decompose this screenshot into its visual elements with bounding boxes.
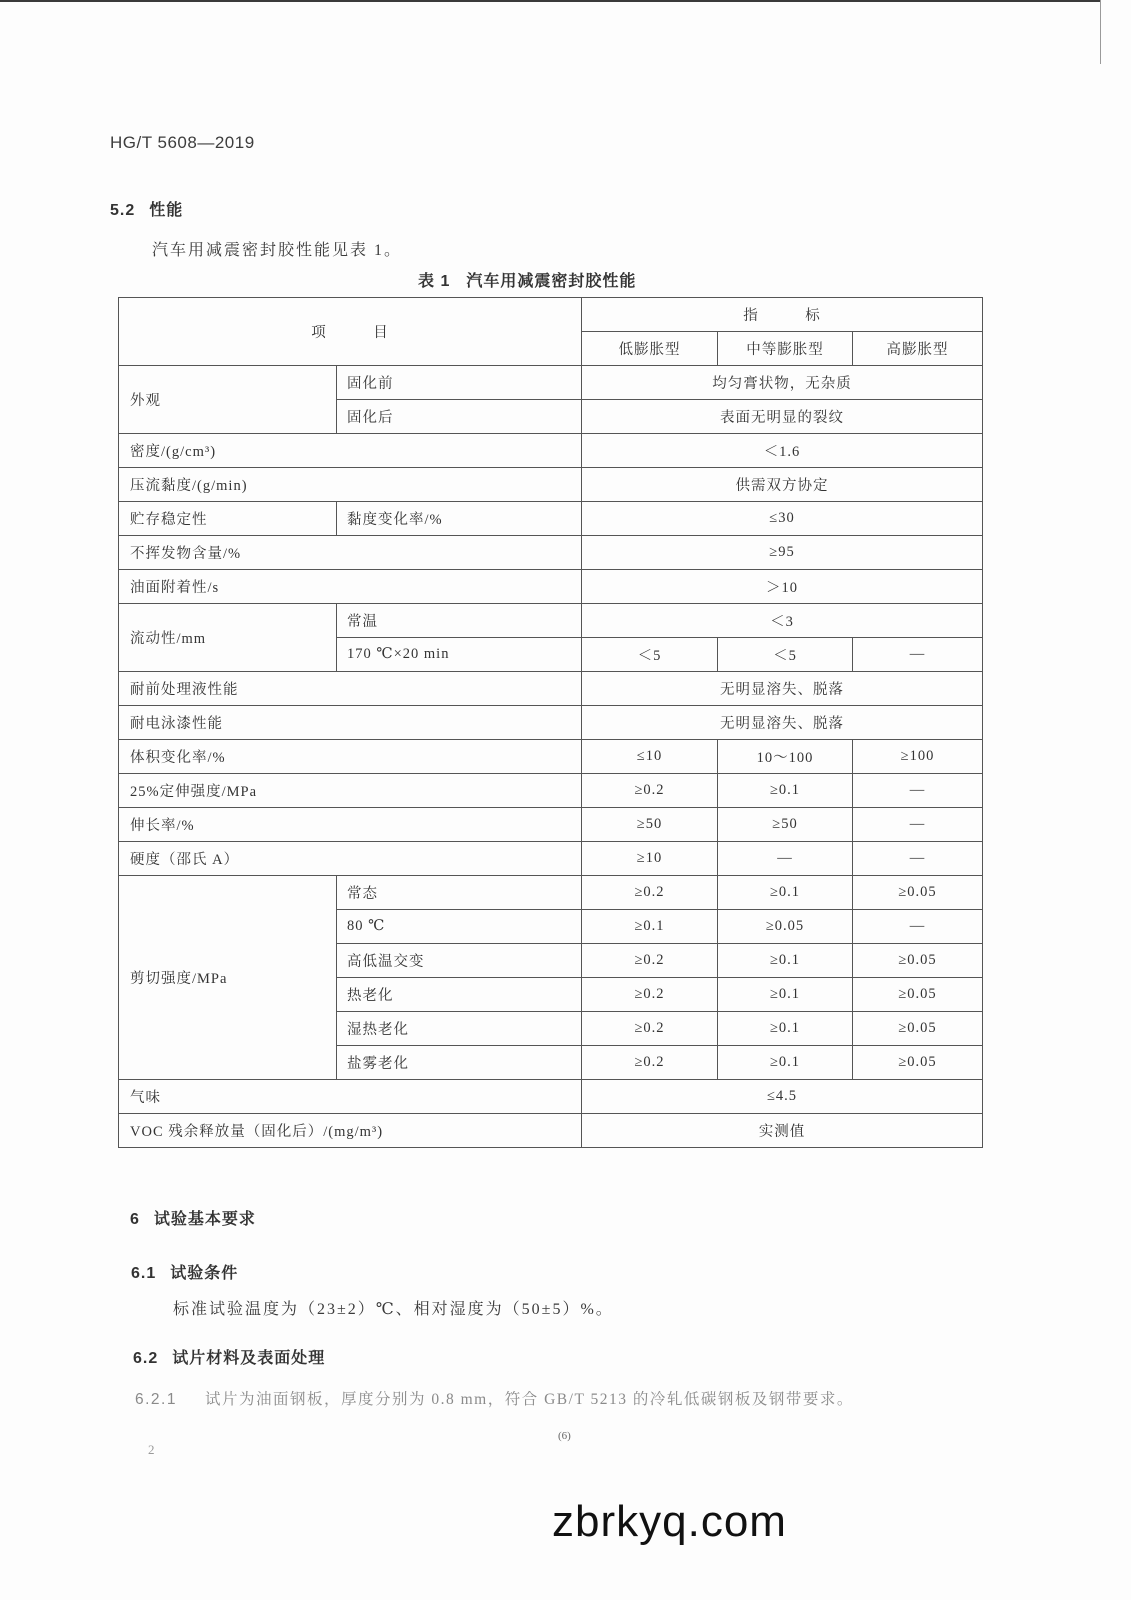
page-number: 2 [148,1442,155,1457]
value-cell-mid: ≥50 [718,808,853,842]
clause-number: 6.2.1 [135,1391,177,1408]
sub-item-cell: 固化后 [337,400,582,434]
table-row [119,774,983,808]
original-page-number: (6) [558,1430,571,1442]
value-cell-low: ≤10 [582,740,718,774]
table-caption-title: 汽车用减震密封胶性能 [466,273,637,290]
sub-item-cell: 湿热老化 [337,1012,582,1046]
value-cell: ＜1.6 [582,434,983,468]
section-number: 6.2 [133,1350,159,1367]
table-caption-number: 表 1 [418,273,451,290]
watermark: zbrkyq.com [552,1497,787,1546]
section-title: 性能 [149,202,184,219]
type-header-low: 低膨胀型 [582,332,718,366]
value-cell-mid: ≥0.1 [718,876,853,910]
sub-item-cell: 盐雾老化 [337,1046,582,1080]
table-row [119,706,983,740]
sub-item-cell: 170 ℃×20 min [337,638,582,672]
standard-code: HG/T 5608—2019 [110,133,255,152]
item-cell: 气味 [119,1080,582,1114]
section-6-1-heading [131,1260,238,1283]
section-5-2-heading [110,197,183,220]
sub-item-cell: 常温 [337,604,582,638]
value-cell-high: — [853,910,983,944]
item-cell: VOC 残余释放量（固化后）/(mg/m³) [119,1114,582,1148]
value-cell-mid: ≥0.05 [718,910,853,944]
section-number: 6 [130,1211,140,1228]
section-title: 试验基本要求 [153,1211,256,1228]
sub-item-cell: 高低温交变 [337,944,582,978]
sub-item-cell: 黏度变化率/% [337,502,582,536]
section-number: 5.2 [110,202,136,219]
value-cell-low: ≥0.2 [582,944,718,978]
item-header: 项 目 [119,298,582,366]
value-cell-low: ≥0.2 [582,876,718,910]
value-cell-high: — [853,638,983,672]
value-cell: 无明显溶失、脱落 [582,672,983,706]
item-cell: 耐电泳漆性能 [119,706,582,740]
value-cell-mid: ≥0.1 [718,774,853,808]
value-cell-low: ≥50 [582,808,718,842]
performance-table [118,297,983,1148]
value-cell-low: ≥0.2 [582,1046,718,1080]
item-cell: 剪切强度/MPa [119,876,337,1080]
section-6-heading [130,1206,256,1229]
clause-6-2-1 [135,1387,854,1409]
section-5-2-text: 汽车用减震密封胶性能见表 1。 [152,242,403,259]
value-cell: 均匀膏状物，无杂质 [582,366,983,400]
table-caption [418,268,636,291]
value-cell-low: ＜5 [582,638,718,672]
value-cell-high: ≥0.05 [853,944,983,978]
type-header-mid: 中等膨胀型 [718,332,853,366]
table-row [119,1080,983,1114]
section-6-2-heading [133,1345,325,1368]
scan-top-edge [0,0,1100,2]
sub-item-cell: 固化前 [337,366,582,400]
item-cell: 密度/(g/cm³) [119,434,582,468]
item-cell: 贮存稳定性 [119,502,337,536]
value-cell-low: ≥10 [582,842,718,876]
value-cell-high: ≥0.05 [853,1012,983,1046]
value-cell-high: — [853,808,983,842]
value-cell: 表面无明显的裂纹 [582,400,983,434]
table-row [119,808,983,842]
value-cell-high: — [853,842,983,876]
value-cell: 无明显溶失、脱落 [582,706,983,740]
item-cell: 耐前处理液性能 [119,672,582,706]
value-cell: ＞10 [582,570,983,604]
item-cell: 油面附着性/s [119,570,582,604]
value-cell-low: ≥0.2 [582,978,718,1012]
table-row [119,1114,983,1148]
value-cell-low: ≥0.2 [582,774,718,808]
value-cell: 供需双方协定 [582,468,983,502]
value-cell-mid: ≥0.1 [718,1046,853,1080]
value-cell-mid: ＜5 [718,638,853,672]
table-row [119,842,983,876]
value-cell-mid: ≥0.1 [718,944,853,978]
value-cell-mid: ≥0.1 [718,978,853,1012]
value-cell: ≤4.5 [582,1080,983,1114]
table-row [119,502,983,536]
section-number: 6.1 [131,1265,157,1282]
table-row [119,468,983,502]
value-cell-high: ≥0.05 [853,876,983,910]
table-row [119,876,983,910]
value-cell-mid: 10～100 [718,740,853,774]
sub-item-cell: 常态 [337,876,582,910]
sub-item-cell: 80 ℃ [337,910,582,944]
section-title: 试片材料及表面处理 [172,1350,326,1367]
item-cell: 体积变化率/% [119,740,582,774]
value-cell: ≤30 [582,502,983,536]
type-header-high: 高膨胀型 [853,332,983,366]
value-cell-high: ≥0.05 [853,1046,983,1080]
value-cell: ≥95 [582,536,983,570]
value-cell-mid: — [718,842,853,876]
value-cell-mid: ≥0.1 [718,1012,853,1046]
scan-right-edge [1100,0,1101,64]
table-row [119,604,983,638]
item-cell: 硬度（邵氏 A） [119,842,582,876]
indicator-header: 指 标 [582,298,983,332]
table-row [119,740,983,774]
item-cell: 伸长率/% [119,808,582,842]
table-header-row [119,298,983,332]
value-cell: 实测值 [582,1114,983,1148]
value-cell-low: ≥0.2 [582,1012,718,1046]
sub-item-cell: 热老化 [337,978,582,1012]
table-row [119,434,983,468]
clause-text: 试片为油面钢板，厚度分别为 0.8 mm，符合 GB/T 5213 的冷轧低碳钢板及钢带要求。 [205,1391,854,1408]
table-row [119,570,983,604]
section-6-1-text: 标准试验温度为（23±2）℃、相对湿度为（50±5）%。 [173,1301,614,1318]
value-cell-low: ≥0.1 [582,910,718,944]
item-cell: 25%定伸强度/MPa [119,774,582,808]
item-cell: 压流黏度/(g/min) [119,468,582,502]
item-cell: 不挥发物含量/% [119,536,582,570]
item-cell: 外观 [119,366,337,434]
item-cell: 流动性/mm [119,604,337,672]
section-title: 试验条件 [170,1265,239,1282]
value-cell-high: ≥0.05 [853,978,983,1012]
table-row [119,672,983,706]
value-cell-high: ≥100 [853,740,983,774]
value-cell-high: — [853,774,983,808]
value-cell: ＜3 [582,604,983,638]
table-row [119,536,983,570]
table-row [119,366,983,400]
